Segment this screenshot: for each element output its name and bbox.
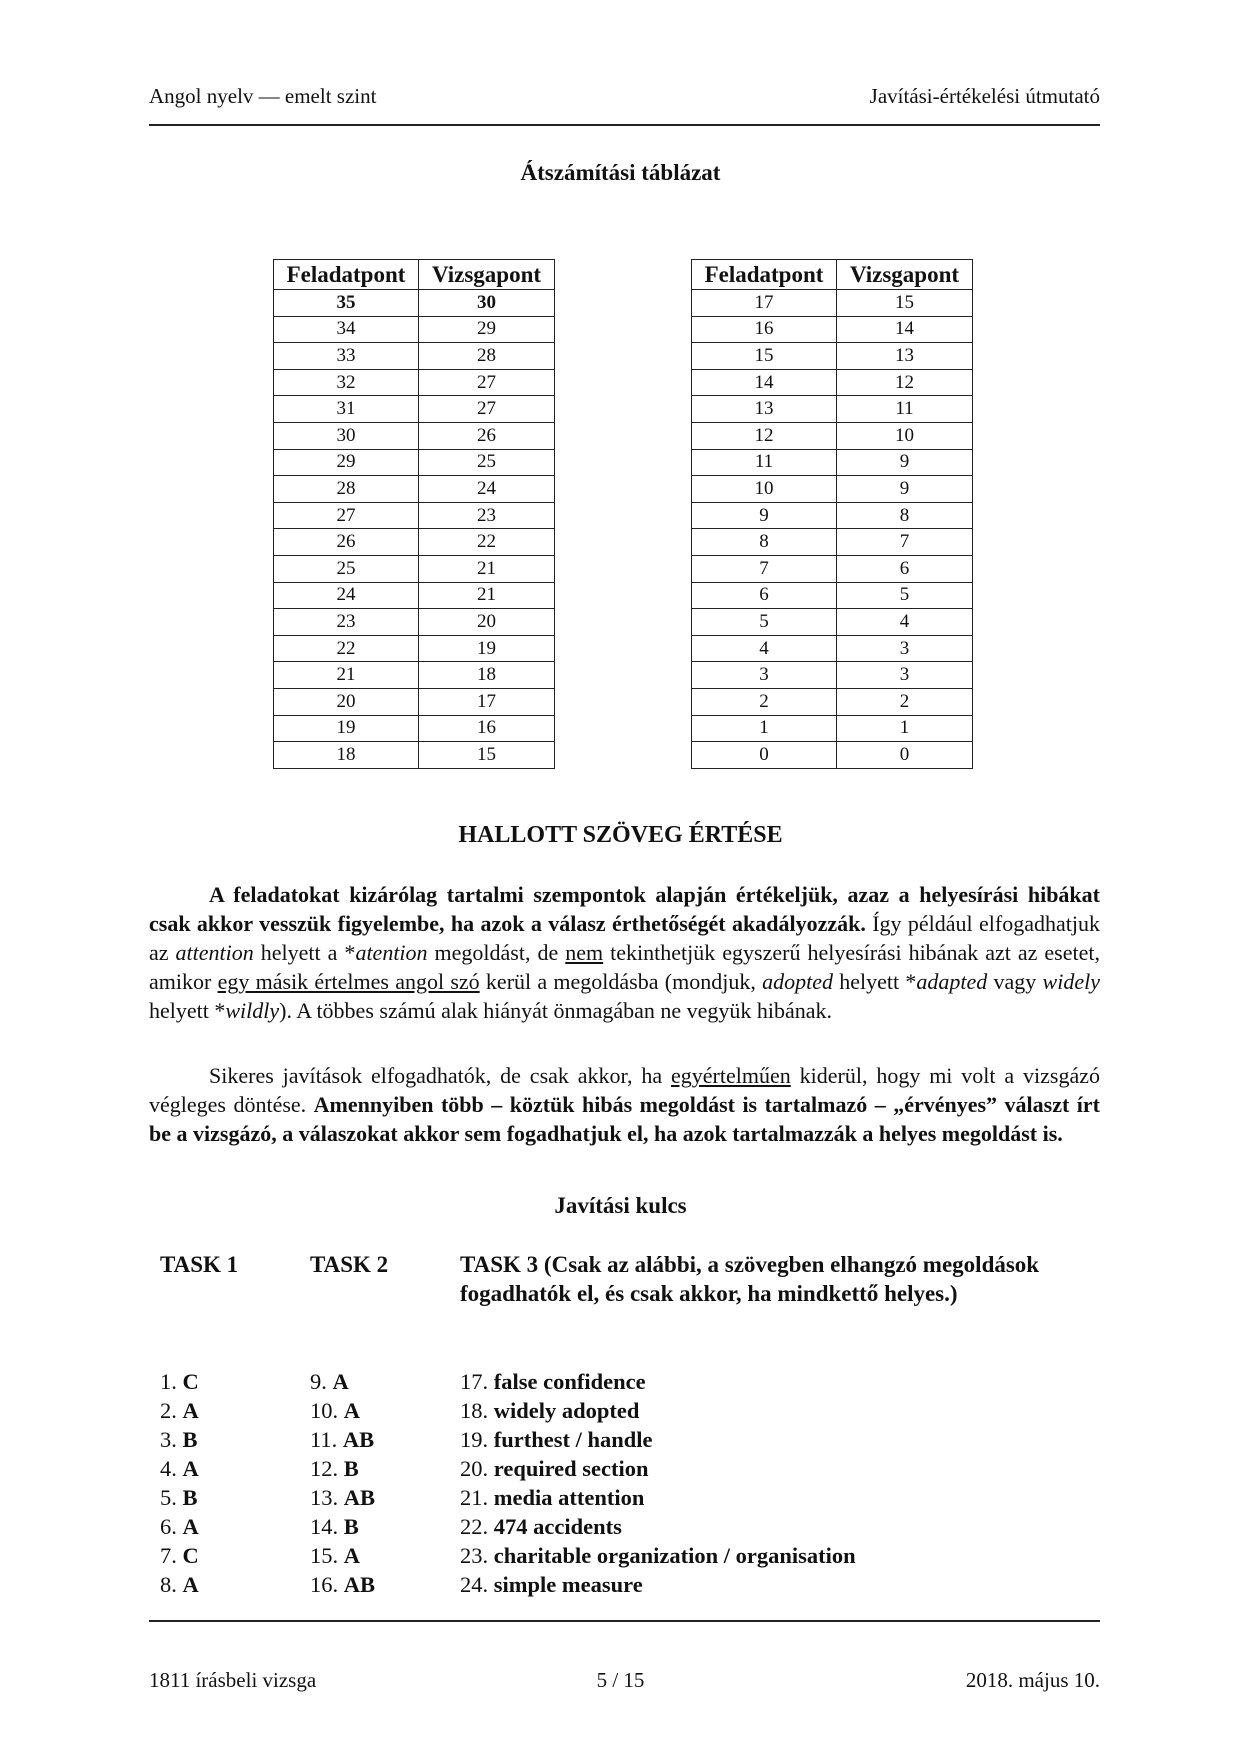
answer-item [310,1367,375,1396]
task-points-cell: 33 [274,343,419,370]
task-points-cell: 21 [274,662,419,689]
task-points-cell: 12 [692,422,837,449]
answer-value: B [343,1456,359,1481]
task-points-cell: 22 [274,635,419,662]
task-points-cell: 28 [274,476,419,503]
table-row [692,343,973,370]
answer-value: widely adopted [493,1398,640,1423]
table-row [692,529,973,556]
task1-heading: TASK 1 [160,1252,239,1277]
exam-points-cell: 20 [419,609,555,636]
answer-value: charitable organization / organisation [493,1543,856,1568]
exam-points-cell: 11 [837,396,973,423]
task-points-cell: 13 [692,396,837,423]
exam-points-cell: 15 [419,742,555,769]
answer-number: 2. [160,1398,177,1423]
exam-points-cell: 21 [419,582,555,609]
footer-date: 2018. május 10. [965,1668,1100,1692]
table-row [692,369,973,396]
task2-heading: TASK 2 [310,1252,389,1277]
answer-number: 4. [160,1456,177,1481]
exam-points-cell: 29 [419,316,555,343]
text-run: helyett * [832,969,917,994]
exam-points-cell: 6 [837,555,973,582]
table-row [274,396,555,423]
answer-key-title: Javítási kulcs [554,1193,687,1218]
text-run: kiderül, hogy mi volt a vizsgázó végleges döntése. [149,1063,1101,1117]
task-points-cell: 27 [274,502,419,529]
instructions-paragraph-2 [149,1061,1100,1148]
table-row [692,555,973,582]
answer-item [310,1541,375,1570]
footer-exam-code: 1811 írásbeli vizsga [149,1668,317,1692]
task-points-cell: 18 [274,742,419,769]
table-row [274,688,555,715]
answer-value: required section [493,1456,649,1481]
task-points-cell: 15 [692,343,837,370]
task-points-cell: 3 [692,662,837,689]
table-row [692,502,973,529]
exam-points-cell: 16 [419,715,555,742]
answer-number: 23. [460,1543,489,1568]
task-points-cell: 4 [692,635,837,662]
header-divider [149,124,1100,126]
task-points-cell: 19 [274,715,419,742]
exam-points-cell: 0 [837,742,973,769]
task-points-cell: 23 [274,609,419,636]
table-row [274,316,555,343]
answer-item [160,1541,199,1570]
answer-item [460,1512,856,1541]
answer-value: A [332,1369,349,1394]
table-row [692,688,973,715]
conversion-table-right [691,259,973,769]
text-run: helyett * [149,998,226,1023]
table-row [274,422,555,449]
conversion-table-left [273,259,555,769]
answer-number: 13. [310,1485,339,1510]
answer-value: C [182,1369,199,1394]
answer-value: C [182,1543,199,1568]
header-subject: Angol nyelv — emelt szint [149,84,377,108]
instructions-bold-text: A feladatokat kizárólag tartalmi szempontok alapján értékeljük, azaz a helyesírási hibákat csak akkor vesszük figyelembe, ha azok a válasz érthetőségét akadályozzák. [149,882,1100,936]
exam-points-cell: 18 [419,662,555,689]
answer-item [160,1367,199,1396]
exam-points-cell: 13 [837,343,973,370]
exam-points-cell: 30 [419,290,555,317]
answer-value: A [182,1572,199,1597]
answer-number: 17. [460,1369,489,1394]
answer-item [310,1512,375,1541]
table-row [274,635,555,662]
exam-points-cell: 26 [419,422,555,449]
answer-number: 7. [160,1543,177,1568]
exam-points-cell: 27 [419,396,555,423]
answer-value: A [343,1543,360,1568]
answer-value: B [182,1427,198,1452]
table-row [692,582,973,609]
answer-number: 22. [460,1514,489,1539]
table-row [274,502,555,529]
answer-number: 5. [160,1485,177,1510]
table-row [274,715,555,742]
answer-value: B [343,1514,359,1539]
answer-value: 474 accidents [493,1514,622,1539]
table-row [692,476,973,503]
task-points-cell: 5 [692,609,837,636]
task1-answers [160,1367,199,1599]
answer-number: 15. [310,1543,339,1568]
table-row [692,316,973,343]
table-row [692,290,973,317]
example-word: atention [355,940,428,965]
exam-points-cell: 23 [419,502,555,529]
answer-number: 19. [460,1427,489,1452]
answer-number: 6. [160,1514,177,1539]
answer-item [310,1483,375,1512]
exam-points-cell: 22 [419,529,555,556]
text-run: vagy [987,969,1043,994]
exam-points-cell: 28 [419,343,555,370]
instructions-bold-text: Amennyiben több – köztük hibás megoldást is tartalmazó – „érvényes” választ írt be a vizsgázó, a válaszokat akkor sem fogadhatjuk el, ha azok tartalmazzák a helyes megoldást is. [149,1092,1101,1146]
task-points-cell: 8 [692,529,837,556]
answer-value: AB [342,1427,375,1452]
answer-value: A [343,1398,360,1423]
example-word: widely [1042,969,1100,994]
answer-item [310,1425,375,1454]
underlined-phrase: egy másik értelmes angol szó [217,969,480,994]
text-run: Sikeres javítások elfogadhatók, de csak akkor, ha [209,1063,672,1088]
example-word: attention [175,940,254,965]
task-points-cell: 16 [692,316,837,343]
answer-item [160,1454,199,1483]
task-points-cell: 7 [692,555,837,582]
text-run: megoldást, de [427,940,566,965]
task-points-cell: 14 [692,369,837,396]
text-run: Így például elfogadhatjuk az [149,911,1100,965]
section-title: HALLOTT SZÖVEG ÉRTÉSE [458,822,783,848]
exam-points-cell: 4 [837,609,973,636]
table-row [274,742,555,769]
table-row [692,396,973,423]
task-points-cell: 6 [692,582,837,609]
answer-value: A [182,1514,199,1539]
table-row [274,449,555,476]
answer-number: 21. [460,1485,489,1510]
instructions-paragraph-1 [149,880,1100,1025]
answer-item [460,1570,856,1599]
task-points-cell: 20 [274,688,419,715]
answer-number: 16. [310,1572,339,1597]
answer-number: 9. [310,1369,327,1394]
exam-points-cell: 21 [419,555,555,582]
task-points-cell: 1 [692,715,837,742]
answer-item [310,1454,375,1483]
answer-item [160,1425,199,1454]
exam-points-cell: 12 [837,369,973,396]
task-points-cell: 9 [692,502,837,529]
example-word: adopted [762,969,833,994]
answer-value: B [182,1485,198,1510]
exam-points-cell: 5 [837,582,973,609]
exam-points-cell: 2 [837,688,973,715]
task-points-cell: 0 [692,742,837,769]
table-row [274,476,555,503]
answer-number: 20. [460,1456,489,1481]
table-row [692,422,973,449]
answer-item [160,1483,199,1512]
task-points-cell: 2 [692,688,837,715]
answer-item [460,1483,856,1512]
table-row [274,582,555,609]
exam-points-cell: 8 [837,502,973,529]
exam-points-cell: 10 [837,422,973,449]
answer-number: 1. [160,1369,177,1394]
table-row [692,449,973,476]
task-points-cell: 31 [274,396,419,423]
answer-item [310,1396,375,1425]
answer-value: AB [343,1572,376,1597]
column-header-exam-points: Vizsgapont [419,260,555,290]
table-row [274,343,555,370]
task-points-cell: 32 [274,369,419,396]
page-number: 5 / 15 [596,1668,645,1692]
column-header-task-points: Feladatpont [692,260,837,290]
answer-item [460,1541,856,1570]
underlined-word: egyértelműen [671,1063,791,1088]
table-row [692,662,973,689]
table-row [274,662,555,689]
task-points-cell: 25 [274,555,419,582]
task-points-cell: 26 [274,529,419,556]
answer-number: 3. [160,1427,177,1452]
task2-answers [310,1367,375,1599]
footer-divider [149,1620,1100,1622]
exam-points-cell: 24 [419,476,555,503]
table-row [274,555,555,582]
exam-points-cell: 14 [837,316,973,343]
table-row [274,290,555,317]
exam-points-cell: 7 [837,529,973,556]
task-points-cell: 35 [274,290,419,317]
exam-points-cell: 1 [837,715,973,742]
answer-number: 11. [310,1427,338,1452]
answer-item [310,1570,375,1599]
answer-value: simple measure [493,1572,643,1597]
answer-number: 8. [160,1572,177,1597]
table-row [274,369,555,396]
answer-value: media attention [493,1485,645,1510]
example-word: adapted [916,969,988,994]
text-run: kerül a megoldásba (mondjuk, [479,969,763,994]
column-header-exam-points: Vizsgapont [837,260,973,290]
text-run: tekinthetjük egyszerű helyesírási hibának azt az esetet, amikor [149,940,1100,994]
exam-points-cell: 17 [419,688,555,715]
task-points-cell: 34 [274,316,419,343]
column-header-task-points: Feladatpont [274,260,419,290]
table-row [692,609,973,636]
underlined-word: nem [565,940,604,965]
answer-value: AB [343,1485,376,1510]
task3-answers [460,1367,856,1599]
task-points-cell: 24 [274,582,419,609]
table-row [692,715,973,742]
exam-points-cell: 9 [837,476,973,503]
exam-points-cell: 3 [837,662,973,689]
answer-value: furthest / handle [493,1427,653,1452]
header-guide-title: Javítási-értékelési útmutató [869,84,1100,108]
answer-value: false confidence [493,1369,646,1394]
task-points-cell: 30 [274,422,419,449]
table-row [274,529,555,556]
answer-value: A [182,1456,199,1481]
exam-points-cell: 15 [837,290,973,317]
task-points-cell: 17 [692,290,837,317]
conversion-table-title: Átszámítási táblázat [520,160,721,185]
table-row [274,609,555,636]
answer-number: 10. [310,1398,339,1423]
answer-item [460,1425,856,1454]
exam-points-cell: 27 [419,369,555,396]
answer-number: 24. [460,1572,489,1597]
answer-item [160,1512,199,1541]
answer-number: 18. [460,1398,489,1423]
table-row [692,635,973,662]
text-run: ). A többes számú alak hiányát önmagában ne vegyük hibának. [279,998,833,1023]
answer-number: 14. [310,1514,339,1539]
task-points-cell: 10 [692,476,837,503]
answer-item [160,1570,199,1599]
exam-points-cell: 25 [419,449,555,476]
answer-item [460,1396,856,1425]
task-points-cell: 11 [692,449,837,476]
answer-item [160,1396,199,1425]
answer-item [460,1454,856,1483]
task3-heading: TASK 3 (Csak az alábbi, a szövegben elhangzó megoldások fogadhatók el, és csak akkor, ha mindkettő helyes.) [460,1252,1040,1306]
table-row [692,742,973,769]
task-points-cell: 29 [274,449,419,476]
answer-value: A [182,1398,199,1423]
exam-points-cell: 19 [419,635,555,662]
answer-number: 12. [310,1456,339,1481]
exam-points-cell: 9 [837,449,973,476]
example-word: wildly [225,998,280,1023]
text-run: helyett a * [253,940,356,965]
answer-item [460,1367,856,1396]
exam-points-cell: 3 [837,635,973,662]
